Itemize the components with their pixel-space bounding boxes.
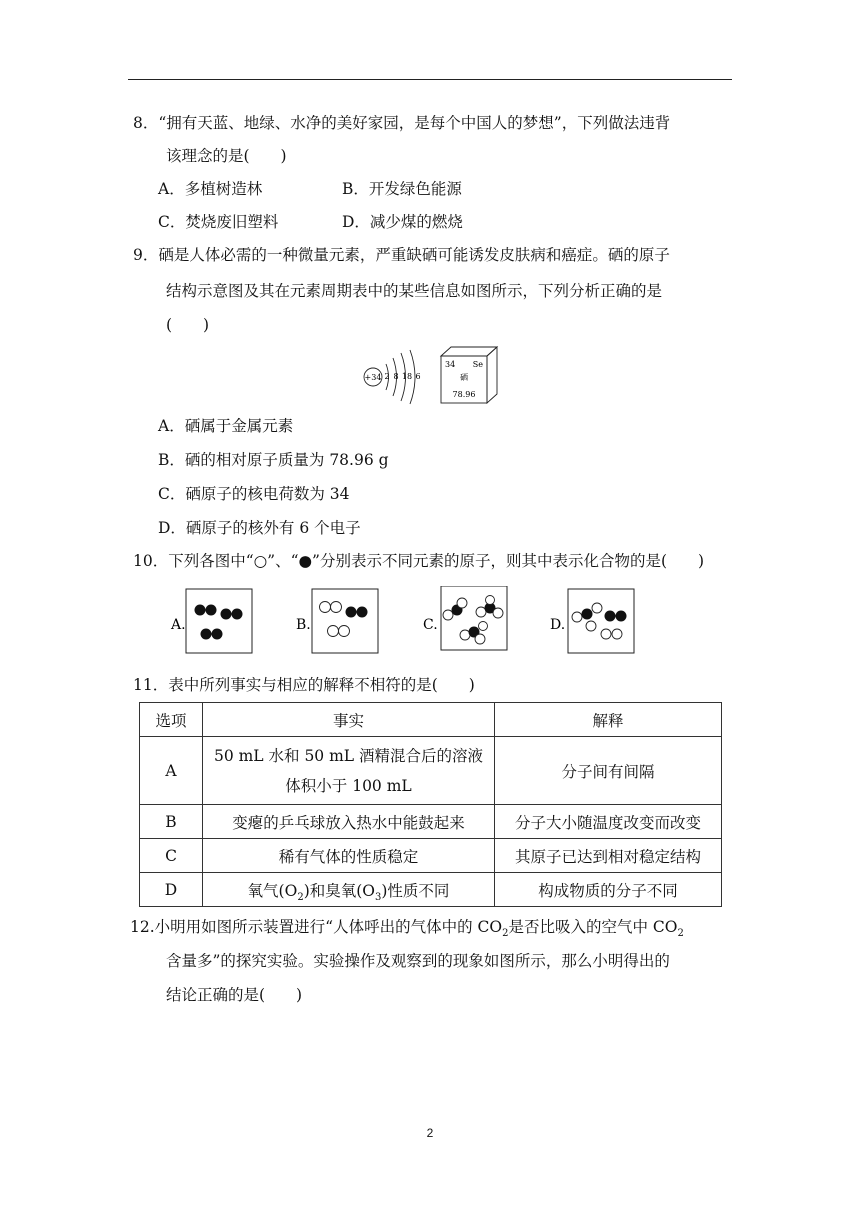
q12-stem-line3: 结论正确的是( )	[166, 986, 303, 1004]
nucleus-charge: +34	[364, 373, 382, 382]
q8-stem-line2: 该理念的是( )	[166, 147, 287, 165]
q10-label-a[interactable]: A.	[171, 617, 186, 633]
row-d-fact-part3: )性质不同	[381, 881, 450, 900]
black-atom	[605, 611, 616, 622]
white-atom	[592, 603, 602, 613]
black-atom	[221, 609, 232, 620]
q10-label-b[interactable]: B.	[296, 617, 311, 633]
black-atom	[582, 609, 593, 620]
row-d-option: D	[140, 873, 203, 907]
atom-structure-diagram	[364, 350, 421, 404]
periodic-cell	[441, 347, 497, 403]
q9-stem-line2: 结构示意图及其在元素周期表中的某些信息如图所示，下列分析正确的是	[166, 282, 663, 300]
q10-box-b	[312, 589, 378, 653]
white-atom	[493, 608, 503, 618]
table-row	[140, 839, 722, 873]
white-atom	[443, 610, 453, 620]
cube-side	[487, 347, 497, 403]
white-atom	[476, 607, 486, 617]
q9-option-b[interactable]: B．硒的相对原子质量为 78.96 g	[158, 451, 389, 469]
table-header-row	[140, 703, 722, 737]
shell-electrons-3: 18	[401, 372, 413, 381]
white-atom	[479, 622, 488, 631]
q9-option-d[interactable]: D．硒原子的核外有 6 个电子	[158, 519, 361, 537]
black-atom	[201, 629, 212, 640]
q9-stem-line3: ( )	[166, 316, 210, 334]
q12-stem-line2: 含量多”的探究实验。实验操作及观察到的现象如图所示，那么小明得出的	[166, 952, 670, 970]
white-atom	[339, 626, 350, 637]
black-atom	[357, 607, 368, 618]
header-fact: 事实	[203, 703, 495, 737]
header-rule	[128, 79, 732, 80]
white-atom	[331, 602, 342, 613]
table-row	[140, 873, 722, 907]
white-atom	[320, 602, 331, 613]
row-a-option: A	[140, 737, 203, 805]
q9-stem-line1: 9．硒是人体必需的一种微量元素，严重缺硒可能诱发皮肤病和癌症。硒的原子	[133, 246, 670, 264]
row-b-option: B	[140, 805, 203, 839]
q8-option-b[interactable]: B．开发绿色能源	[342, 180, 462, 198]
q9-option-c[interactable]: C．硒原子的核电荷数为 34	[158, 485, 350, 503]
black-atom	[212, 629, 223, 640]
header-option: 选项	[140, 703, 203, 737]
row-a-fact-line2: 体积小于 100 mL	[285, 776, 412, 795]
row-d-fact-part1: 氧气(O	[247, 881, 298, 900]
q12-line1-sub1: 2	[502, 928, 509, 940]
row-a-fact	[203, 737, 495, 805]
black-atom	[206, 605, 217, 616]
q10-particle-diagrams	[165, 586, 645, 658]
shell-electrons-4: 6	[415, 372, 421, 381]
row-c-explain: 其原子已达到相对稳定结构	[495, 839, 722, 873]
q8-option-a[interactable]: A．多植树造林	[158, 180, 263, 198]
shell-electrons-2: 8	[393, 372, 399, 381]
header-explain: 解释	[495, 703, 722, 737]
row-d-fact	[203, 873, 495, 907]
black-atom	[616, 611, 627, 622]
black-atom	[232, 609, 243, 620]
row-d-fact-sub1: 2	[297, 891, 304, 903]
black-atom	[195, 605, 206, 616]
table-row	[140, 805, 722, 839]
white-atom	[475, 634, 485, 644]
black-atom	[346, 607, 357, 618]
q11-stem: 11．表中所列事实与相应的解释不相符的是( )	[133, 676, 475, 694]
row-c-fact: 稀有气体的性质稳定	[203, 839, 495, 873]
q11-table	[139, 702, 722, 907]
selenium-figure	[360, 344, 510, 406]
row-d-fact-sub2: 3	[375, 891, 382, 903]
row-a-explain: 分子间有间隔	[495, 737, 722, 805]
white-atom	[457, 598, 467, 608]
row-b-fact: 变瘪的乒乓球放入热水中能鼓起来	[203, 805, 495, 839]
element-symbol: Se	[472, 360, 483, 369]
q10-label-c[interactable]: C.	[423, 617, 438, 633]
white-atom	[612, 629, 622, 639]
table-row	[140, 737, 722, 805]
q10-stem: 10．下列各图中“○”、“●”分别表示不同元素的原子，则其中表示化合物的是( )	[133, 552, 705, 570]
white-atom	[601, 629, 611, 639]
white-atom	[572, 612, 582, 622]
q8-option-c[interactable]: C．焚烧废旧塑料	[158, 213, 279, 231]
page-number: 2	[426, 1126, 434, 1140]
shell-electrons-1: 2	[384, 372, 390, 381]
white-atom	[460, 630, 470, 640]
white-atom	[328, 626, 339, 637]
q9-option-a[interactable]: A．硒属于金属元素	[158, 417, 294, 435]
row-a-fact-line1: 50 mL 水和 50 mL 酒精混合后的溶液	[213, 746, 484, 765]
row-b-explain: 分子大小随温度改变而改变	[495, 805, 722, 839]
atomic-number: 34	[445, 360, 456, 369]
white-atom	[586, 621, 596, 631]
row-d-fact-part2: )和臭氧(O	[303, 881, 375, 900]
element-name: 硒	[460, 373, 468, 382]
q8-stem-line1: 8．“拥有天蓝、地绿、水净的美好家园，是每个中国人的梦想”，下列做法违背	[133, 114, 671, 132]
row-d-explain: 构成物质的分子不同	[495, 873, 722, 907]
white-atom	[486, 596, 495, 605]
q10-label-d[interactable]: D.	[550, 617, 566, 633]
q12-line1-part2: 是否比吸入的空气中 CO	[508, 918, 678, 936]
q12-stem-line1	[130, 916, 684, 938]
q12-line1-part1: 12.小明用如图所示装置进行“人体呼出的气体中的 CO	[130, 918, 503, 936]
q8-option-d[interactable]: D．减少煤的燃烧	[342, 213, 463, 231]
q12-line1-sub2: 2	[677, 928, 684, 940]
atomic-mass: 78.96	[452, 390, 476, 399]
row-c-option: C	[140, 839, 203, 873]
q10-box-a	[186, 589, 252, 653]
